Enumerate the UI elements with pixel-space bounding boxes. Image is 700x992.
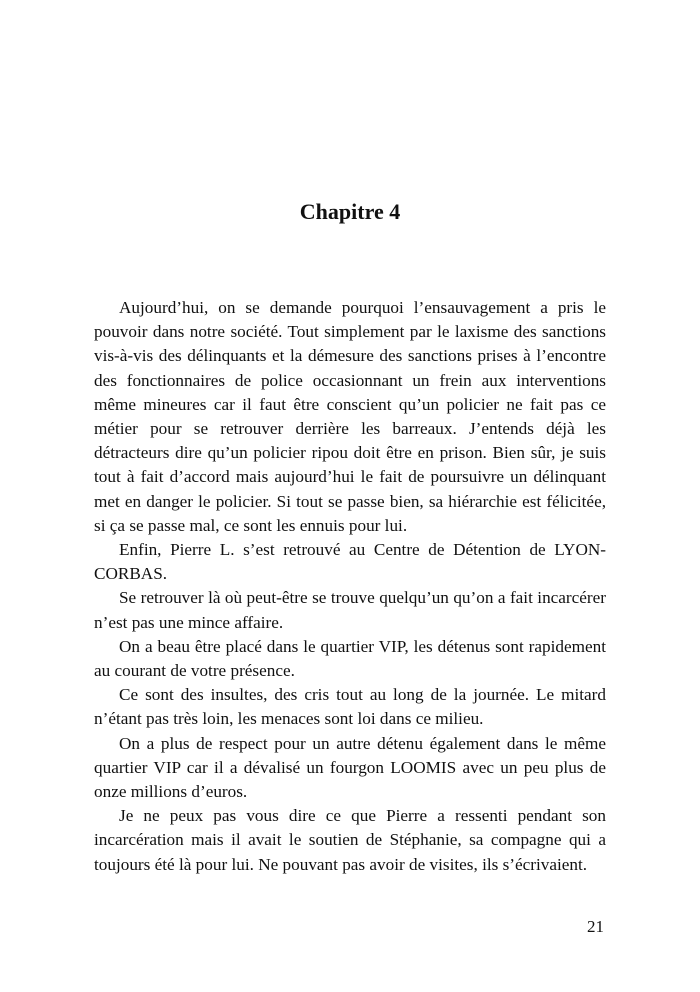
chapter-title: Chapitre 4	[299, 199, 401, 224]
paragraph: Se retrouver là où peut-être se trouve quelqu’un qu’on a fait incarcérer n’est pas une mince affaire.	[94, 588, 606, 632]
paragraph: Ce sont des insultes, des cris tout au long de la journée. Le mitard n’étant pas très loin, les menaces sont loi dans ce milieu.	[94, 685, 606, 729]
paragraph: Aujourd’hui, on se demande pourquoi l’ensauvagement a pris le pouvoir dans notre société. Tout simplement par le laxisme des sanctions vis-à-vis des délinquants et la démesure des sanctions prises à l’encontre des fonctionnaires de police occasionnant un frein aux interventions même mineures car il faut être conscient qu’un policier ne fait pas ce métier pour se retrouver derrière les barreaux. J’entends déjà les détracteurs dire qu’un policier ripou doit être en prison. Bien sûr, je suis tout à fait d’accord mais aujourd’hui le fait de poursuivre un délinquant met en danger le policier. Si tout se passe bien, sa hiérarchie est félicitée, si ça se passe mal, ce sont les ennuis pour lui.	[94, 298, 606, 535]
body-text	[94, 296, 606, 877]
paragraph: On a beau être placé dans le quartier VIP, les détenus sont rapidement au courant de votre présence.	[94, 636, 606, 681]
page-number: 21	[587, 917, 604, 936]
paragraph: Enfin, Pierre L. s’est retrouvé au Centre de Détention de LYON-CORBAS.	[94, 540, 606, 584]
paragraph: On a plus de respect pour un autre détenu également dans le même quartier VIP car il a dévalisé un fourgon LOOMIS avec un peu plus de onze millions d’euros.	[94, 733, 606, 802]
paragraph: Je ne peux pas vous dire ce que Pierre a ressenti pendant son incarcération mais il avait le soutien de Stéphanie, sa compagne qui a toujours été là pour lui. Ne pouvant pas avoir de visites, ils s’écrivaient.	[94, 806, 606, 874]
